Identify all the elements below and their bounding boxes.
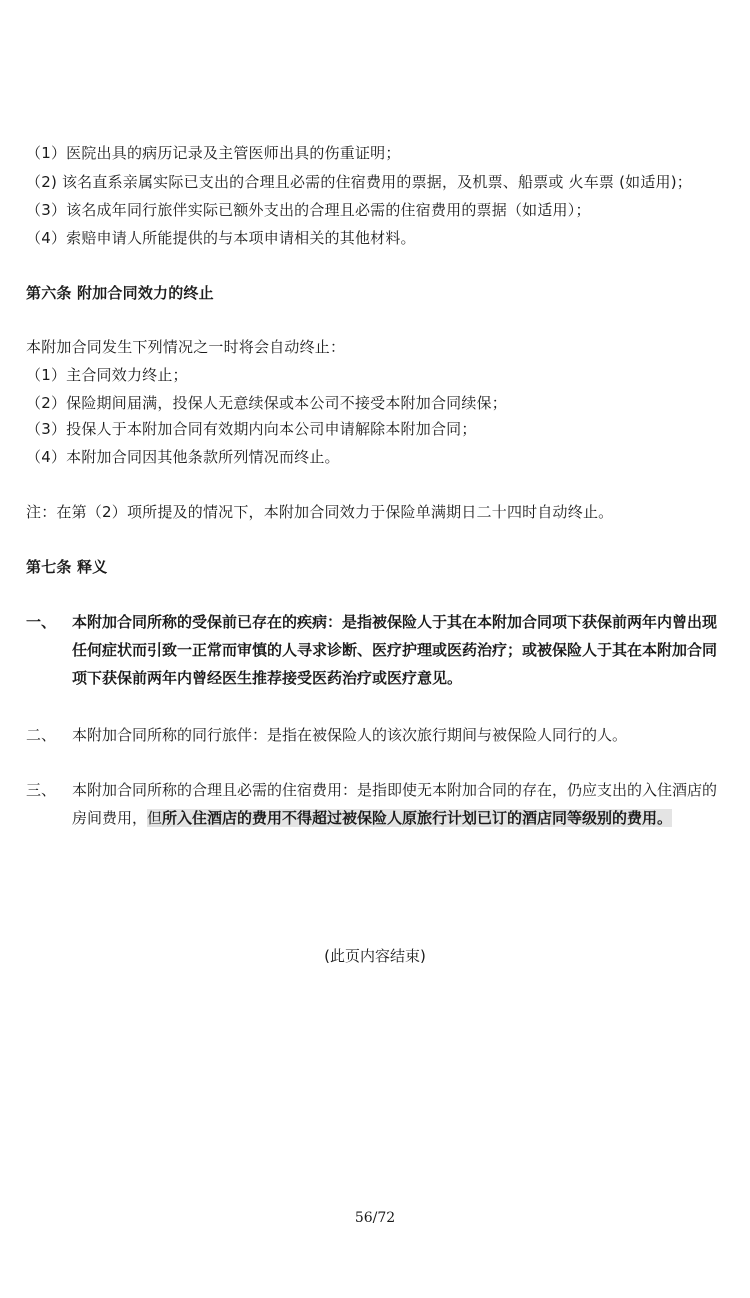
- definition-3-highlight-bold: 所入住酒店的费用不得超过被保险人原旅行计划已订的酒店同等级别的费用。: [162, 809, 673, 827]
- article-6-item-2: （2）保险期间届满，投保人无意续保或本公司不接受本附加合同续保；: [26, 394, 507, 412]
- article-6-intro: 本附加合同发生下列情况之一时将会自动终止：: [26, 338, 346, 356]
- definition-3-highlight-plain: 但: [147, 809, 163, 827]
- definition-2-number: 二、: [26, 726, 57, 744]
- article-6-note: 注：在第（2）项所提及的情况下，本附加合同效力于保险单满期日二十四时自动终止。: [26, 503, 614, 521]
- article-6-item-1: （1）主合同效力终止；: [26, 366, 188, 384]
- article-6-item-3: （3）投保人于本附加合同有效期内向本公司申请解除本附加合同；: [26, 420, 477, 438]
- material-item-3: （3）该名成年同行旅伴实际已额外支出的合理且必需的住宿费用的票据（如适用）；: [26, 201, 591, 219]
- definition-1-number: 一、: [26, 613, 57, 631]
- material-item-4: （4）索赔申请人所能提供的与本项申请相关的其他材料。: [26, 229, 416, 247]
- definition-1-text: 本附加合同所称的受保前已存在的疾病：是指被保险人于其在本附加合同项下获保前两年内曾出现任何症状而引致一正常而审慎的人寻求诊断、医疗护理或医药治疗；或被保险人于其在本附加合同项下获保前两年内曾经医生推荐接受医药治疗或医疗意见。: [72, 613, 718, 687]
- material-item-2: （2) 该名直系亲属实际已支出的合理且必需的住宿费用的票据，及机票、船票或 火车票 (如适用)；: [26, 173, 693, 191]
- definition-3-plain: 本附加合同所称的合理且必需的住宿费用：是指即使无本附加合同的存在，仍应支出的入住酒店的房间费用，: [72, 781, 718, 827]
- article-7-title: 第七条 释义: [26, 558, 108, 576]
- definition-3-text: [72, 776, 724, 832]
- definition-3-highlight: [147, 809, 672, 827]
- article-6-item-4: （4）本附加合同因其他条款所列情况而终止。: [26, 448, 340, 466]
- article-6-title: 第六条 附加合同效力的终止: [26, 284, 214, 302]
- definition-3-number: 三、: [26, 781, 57, 799]
- definition-2-text: 本附加合同所称的同行旅伴：是指在被保险人的该次旅行期间与被保险人同行的人。: [72, 726, 628, 744]
- end-of-page-note: (此页内容结束): [324, 947, 426, 965]
- material-item-1: （1）医院出具的病历记录及主管医师出具的伤重证明；: [26, 144, 401, 162]
- page-number: 56/72: [354, 1210, 396, 1226]
